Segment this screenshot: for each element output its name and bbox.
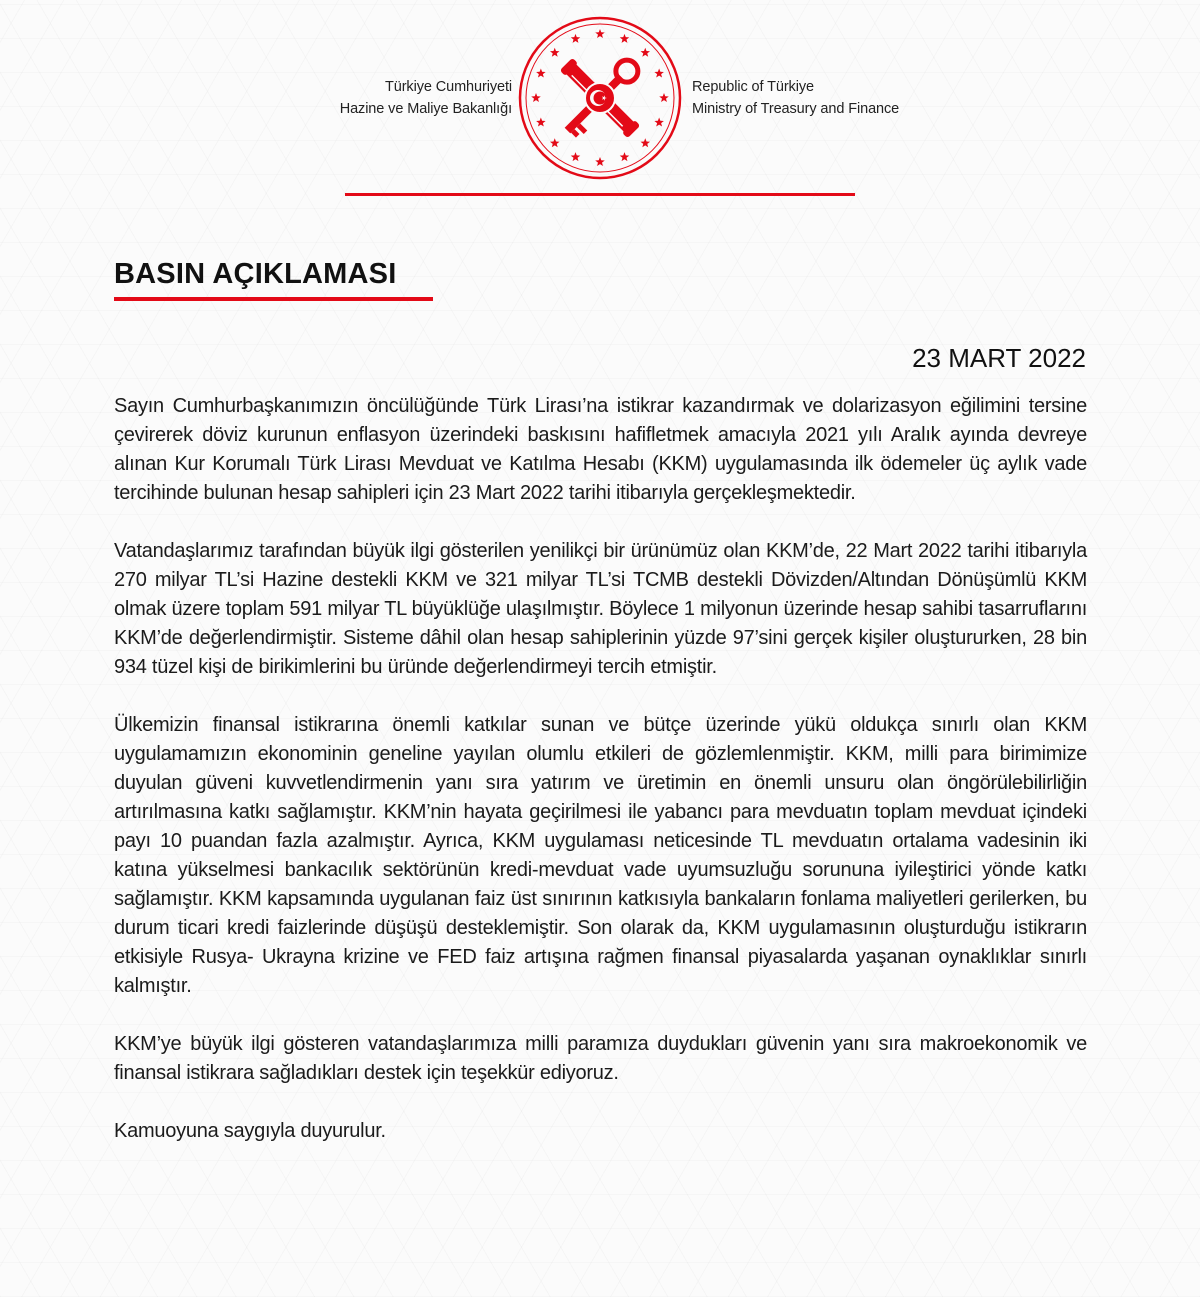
- emblem-star-icon: [531, 93, 541, 102]
- emblem-star-icon: [536, 69, 546, 78]
- ministry-emblem-icon: [516, 14, 684, 182]
- title-underline: [114, 297, 433, 301]
- org-name-turkish: [340, 76, 512, 120]
- emblem-star-icon: [659, 93, 669, 102]
- paragraph-3: Ülkemizin finansal istikrarına önemli katkılar sunan ve bütçe üzerinde yükü oldukça sınırlı olan KKM uygulamamızın ekonominin geneline yayılan olumlu etkileri de gözlemlenmiştir. KKM, milli para birimimize duyulan güveni kuvvetlendirmenin yanı sıra yatırım ve üretimin en önemli unsuru olan öngörülebilirliğin artırılmasına katkı sağlamıştır. KKM’nin hayata geçirilmesi ile yabancı para mevduatın toplam mevduat içindeki payı 10 puandan fazla azalmıştır. Ayrıca, KKM uygulaması neticesinde TL mevduatın ortalama vadesinin iki katına yükselmesi bankacılık sektörünün kredi-mevduat vade uyumsuzluğu sorununa iyileştirici yönde katkı sağlamıştır. KKM kapsamında uygulanan faiz üst sınırının katkısıyla bankaların fonlama maliyetleri gerilerken, bu durum ticari kredi faizlerinde düşüşü desteklemiştir. Son olarak da, KKM uygulamasının oluşturduğu istikrarın etkisiyle Rusya- Ukrayna krizine ve FED faiz artışına rağmen finansal piyasalarda yaşanan oynaklıklar sınırlı kalmıştır.: [114, 714, 1087, 997]
- emblem-star-icon: [536, 117, 546, 126]
- org-tr-line-1: Türkiye Cumhuriyeti: [384, 79, 512, 95]
- page-title: BASIN AÇIKLAMASI: [114, 258, 397, 290]
- press-release-date: 23 MART 2022: [912, 343, 1086, 373]
- paragraph-2: Vatandaşlarımız tarafından büyük ilgi gösterilen yenilikçi bir ürünümüz olan KKM’de, 22 Mart 2022 tarihi itibarıyla 270 milyar TL’si Hazine destekli KKM ve 321 milyar TL’si TCMB destekli Dövizden/Altından Dönüşümlü KKM olmak üzere toplam 591 milyar TL büyüklüğe ulaşılmıştır. Böylece 1 milyonun üzerinde hesap sahibi tasarruflarını KKM’de değerlendirmiştir. Sisteme dâhil olan hesap sahiplerinin yüzde 97’sini gerçek kişiler oluştururken, 28 bin 934 tüzel kişi de birikimlerini bu üründe değerlendirmeyi tercih etmiştir.: [114, 540, 1087, 678]
- emblem-star-icon: [654, 117, 664, 126]
- paragraph-1: Sayın Cumhurbaşkanımızın öncülüğünde Türk Lirası’na istikrar kazandırmak ve dolarizasyon eğilimini tersine çevirerek döviz kurunun enflasyon üzerindeki baskısını hafifletmek amacıyla 2021 yılı Aralık ayında devreye alınan Kur Korumalı Türk Lirası Mevduat ve Katılma Hesabı (KKM) uygulamasında ilk ödemeler üç aylık vade tercihinde bulunan hesap sahipleri için 23 Mart 2022 tarihi itibarıyla gerçekleşmektedir.: [114, 395, 1087, 504]
- emblem-star-icon: [550, 48, 560, 57]
- emblem-star-icon: [571, 34, 581, 43]
- emblem-star-icon: [595, 157, 605, 166]
- emblem-star-icon: [595, 29, 605, 38]
- header-divider: [345, 193, 855, 196]
- paragraph-5: Kamuoyuna saygıyla duyurulur.: [114, 1120, 386, 1142]
- paragraph-4: KKM’ye büyük ilgi gösteren vatandaşlarımıza milli paramıza duydukları güvenin yanı sıra makroekonomik ve finansal istikrara sağladıkları destek için teşekkür ediyoruz.: [114, 1033, 1087, 1084]
- press-release-body: [114, 392, 1087, 1175]
- emblem-star-icon: [571, 152, 581, 161]
- emblem-star-icon: [620, 152, 630, 161]
- org-en-line-1: Republic of Türkiye: [692, 79, 814, 95]
- emblem-star-icon: [641, 48, 651, 57]
- emblem-star-icon: [550, 138, 560, 147]
- org-tr-line-2: Hazine ve Maliye Bakanlığı: [339, 101, 512, 117]
- org-en-line-2: Ministry of Treasury and Finance: [692, 101, 900, 117]
- org-name-english: [692, 76, 899, 120]
- emblem-star-icon: [641, 138, 651, 147]
- letterhead: [0, 0, 1200, 200]
- emblem-star-icon: [620, 34, 630, 43]
- emblem-star-icon: [654, 69, 664, 78]
